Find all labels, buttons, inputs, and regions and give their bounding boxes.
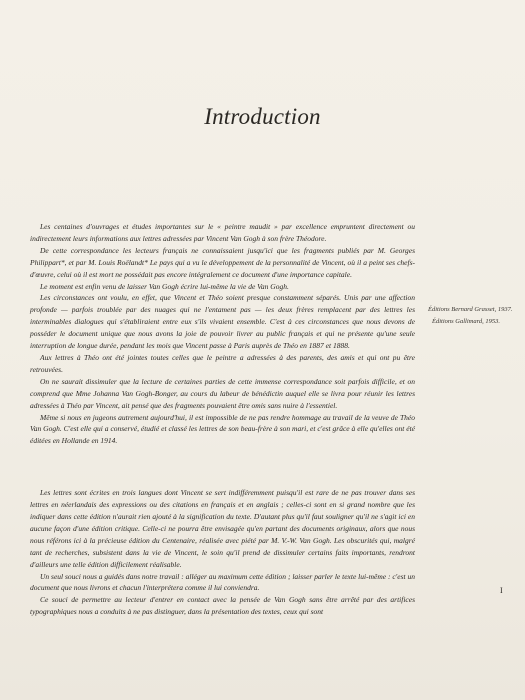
page-title: Introduction [204,104,321,129]
paragraph-3: Le moment est enfin venu de laisser Van Gogh écrire lui-même la vie de Van Gogh. [40,281,289,291]
paragraph-1: Les centaines d'ouvrages et études importantes sur le « peintre maudit » par excellence empruntent directement ou indirectement leurs informations aux lettres adressées par Vincent Van Gogh à son frère Théodore. [30,222,415,243]
page-number: I [500,586,503,595]
paragraph-9: Un seul souci nous a guidés dans notre travail : alléger au maximum cette édition ; laisser parler le texte lui-même : c'est un document que nous livrons et chacun l'interprétera comme il lui conviendra. [30,571,415,593]
margin-notes [428,305,518,328]
paragraph-7: Même si nous en jugeons autrement aujourd'hui, il est impossible de ne pas rendre hommage au travail de la veuve de Théo Van Gogh. C'est elle qui a conservé, étudié et classé les lettres de son beau-frère à son mari, et c'est grâce à elle qu'elles ont été éditées en Hollande en 1914. [30,412,415,446]
paragraph-4: Les circonstances ont voulu, en effet, que Vincent et Théo soient presque constamment séparés. Unis par une affection profonde — parfois troublée par des nuages qui ne l'entament pas — les deux frères remplacent par des lettres les interminables dialogues qui s'établiraient entre eux s'ils vivaient ensemble. C'est à ces circonstances que nous devons de posséder le document unique que nous avons la joie de pouvoir livrer au public français et qui ne présente qu'une seule interruption de longue durée, pendant les mois que Vincent passe à Paris auprès de Théo en 1887 et 1888. [30,293,415,351]
paragraph-6: On ne saurait dissimuler que la lecture de certaines parties de cette immense correspondance soit parfois difficile, et on comprend que Mme Johanna Van Gogh-Bonger, au cours du labeur de bénédictin auquel elle se livra pour réunir les lettres adressées à Théo par Vincent, ait pensé que des fragments pouvaient être omis sans nuire à l'essentiel. [30,376,415,410]
paragraph-10: Ce souci de permettre au lecteur d'entrer en contact avec la pensée de Van Gogh sans être arrêté par des artifices typographiques nous a conduits à ne pas distinguer, dans la présentation des textes, ceux qui sont [30,595,415,617]
margin-note-gallimard: Éditions Gallimard, 1953. [432,317,501,325]
paragraph-2: De cette correspondance les lecteurs français ne connaissaient jusqu'ici que les fragments publiés par M. Georges Philippart*, et par M. Louis Roëlandt* Le pays qui a vu le développement de la personnalité de Vincent, où il a peint ses chefs-d'œuvre, celui où il est mort ne possédait pas encore intégralement ce document d'une importance capitale. [30,245,415,279]
paragraph-8: Les lettres sont écrites en trois langues dont Vincent se sert indifféremment puisqu'il est rare de ne pas trouver dans ses lettres en néerlandais des expressions ou des citations en français et en anglais ; celles-ci sont en si grand nombre que les indiquer dans cette édition n'aurait rien ajouté à la signification du texte. D'autant plus qu'il faut souligner qu'il ne s'agit ici en aucune façon d'une édition critique. Celle-ci ne pourra être envisagée qu'en partant des documents originaux, alors que nous nous référons ici à la précieuse édition du Centenaire, réalisée avec piété par M. V.-W. Van Gogh. Les obscurités qui, malgré tant de recherches, subsistent dans la vie de Vincent, le soin qu'il prend de dissimuler certains faits importants, rendront d'ailleurs une telle édition difficilement réalisable. [30,488,415,569]
margin-note-grasset: Éditions Bernard Grasset, 1937. [428,306,513,313]
paragraph-5: Aux lettres à Théo ont été jointes toutes celles que le peintre a adressées à des parents, des amis et qui ont pu être retrouvées. [30,352,415,374]
body-text [30,221,415,618]
